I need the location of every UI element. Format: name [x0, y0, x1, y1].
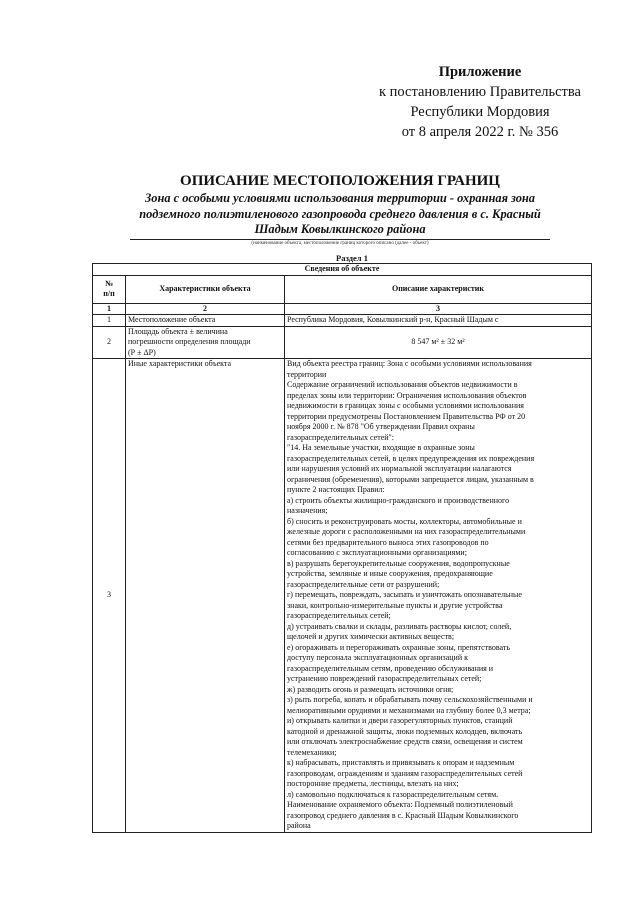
description-line: газораспределительным сетям, проведению обслуживания и — [287, 663, 494, 673]
zone-title-line: Шадым Ковылкинского района — [254, 222, 426, 236]
table-row — [93, 315, 592, 327]
description-line: недвижимости в границах зоны с особыми условиями использования — [287, 401, 524, 410]
header-num: № п/п — [93, 275, 126, 303]
column-number: 3 — [285, 303, 592, 315]
description-line: л) самовольно подключаться к газораспределительным сетям. — [287, 789, 499, 799]
description-line: газораспределительных сетей; — [287, 611, 391, 620]
title-caption: (наименование объекта, местоположение границ которого описано (далее - объект) — [251, 240, 429, 246]
description-line: г) перемещать, повреждать, засыпать и уничтожать опознавательные — [287, 590, 522, 599]
row-characteristic: Местоположение объекта — [126, 315, 285, 327]
description-line: устранению повреждений газораспределительных сетей; — [287, 674, 482, 683]
description-line: д) устраивать свалки и склады, разливать растворы кислот, солей, — [287, 621, 512, 631]
description-line: территории — [287, 369, 327, 379]
section-label: Раздел 1 — [336, 253, 368, 263]
header-description: Описание характеристик — [285, 275, 592, 303]
description-line: ж) разводить огонь и размещать источники огня; — [287, 684, 454, 694]
description-line: е) огораживать и перегораживать охранные зоны, препятствовать — [287, 642, 511, 652]
zone-title-line: Зона с особыми условиями использования территории - охранная зона — [144, 191, 536, 205]
description-line: знаки, контрольно-измерительные пункты и другие устройства — [287, 600, 503, 610]
description-line: мелиоративными орудиями и механизмами на глубину более 0,3 метра; — [287, 705, 531, 715]
description-line: а) строить объекты жилищно-гражданского и производственного — [287, 495, 510, 505]
description-line: газопровод среднего давления в с. Красный Шадым Ковылкинского — [287, 810, 519, 820]
description-line: газопроводам, ограждениям и зданиям газораспределительных сетей — [287, 768, 523, 778]
document-heading — [90, 172, 590, 247]
row-description — [285, 359, 592, 833]
row-characteristic — [126, 326, 285, 359]
appendix-line: к постановлению Правительства — [379, 84, 581, 100]
appendix-block — [360, 62, 600, 142]
description-line: пункте 2 настоящих Правил: — [287, 485, 385, 494]
description-line: или нарушения условий их нормальной эксплуатации налагаются — [287, 464, 512, 473]
table-row — [93, 326, 592, 359]
row-num: 1 — [93, 315, 126, 327]
description-line: катодной и дренажной защиты, люки подземных колодцев, включать — [287, 726, 523, 736]
description-line: щелочей и других химически активных веществ; — [287, 632, 455, 641]
row-num: 3 — [93, 359, 126, 833]
row-value: 8 547 м² ± 32 м² — [285, 326, 592, 359]
description-line: или отключать электроснабжение средств связи, освещения и систем — [287, 737, 523, 746]
description-line: з) рыть погреба, копать и обрабатывать почву сельскохозяйственными и — [287, 695, 533, 704]
appendix-title: Приложение — [438, 64, 522, 80]
document-title: ОПИСАНИЕ МЕСТОПОЛОЖЕНИЯ ГРАНИЦ — [180, 173, 500, 189]
appendix-line: Республики Мордовия — [410, 104, 550, 120]
description-line: территории предусмотрены Постановлением Правительства РФ от 20 — [287, 411, 526, 421]
table-row — [93, 359, 592, 833]
description-line: пределах зоны или территории: Ограничения использования объектов — [287, 390, 527, 400]
description-line: устройства, земляные и иные сооружения, предохраняющие — [287, 569, 493, 578]
row-value: Республика Мордовия, Ковылкинский р-н, Красный Шадым с — [285, 315, 592, 327]
row-characteristic: Иные характеристики объекта — [126, 359, 285, 833]
column-number: 2 — [126, 303, 285, 315]
description-line: ограничения (обременения), которыми запрещается лицам, указанным в — [287, 474, 534, 484]
description-line: в) разрушать берегоукрепительные сооружения, водопропускные — [287, 558, 510, 568]
description-line: Вид объекта реестра границ: Зона с особыми условиями использования — [287, 359, 532, 368]
description-line: газораспределительных сетей": — [287, 432, 395, 442]
table-title: Сведения об объекте — [93, 264, 592, 276]
description-line: посторонние предметы, лестницы, влезать на них; — [287, 779, 459, 788]
description-line: района — [287, 821, 311, 830]
description-line: согласованию с эксплуатационными организациями; — [287, 548, 467, 557]
description-line: назначения; — [287, 506, 328, 515]
characteristic-line: (Р ± ΔР) — [128, 347, 156, 357]
description-line: "14. На земельные участки, входящие в охранные зоны — [287, 443, 475, 452]
description-line: Содержание ограничений использования объектов недвижимости в — [287, 380, 518, 389]
characteristic-line: погрешности определения площади — [128, 337, 251, 346]
description-line: газораспределительные сети от разрушений; — [287, 579, 440, 589]
characteristic-line: Площадь объекта ± величина — [128, 326, 228, 336]
description-line: телемеханики; — [287, 747, 337, 757]
description-line: к) набрасывать, приставлять и привязывать к опорам и надземным — [287, 758, 515, 767]
header-characteristic: Характеристики объекта — [126, 275, 285, 303]
description-line: и) открывать калитки и двери газорегуляторных пунктов, станций — [287, 716, 513, 725]
row-num: 2 — [93, 326, 126, 359]
zone-title-line: подземного полиэтиленового газопровода среднего давления в с. Красный — [139, 206, 541, 221]
description-line: б) сносить и реконструировать мосты, коллекторы, автомобильные и — [287, 516, 522, 526]
appendix-line: от 8 апреля 2022 г. № 356 — [401, 124, 559, 140]
description-line: газораспределительных сетей, в целях предупреждения их повреждения — [287, 453, 535, 463]
description-line: железные дороги с расположенными на них газораспределительными — [287, 527, 526, 536]
description-line: сетями без предварительного выноса этих газопроводов по — [287, 537, 489, 547]
description-line: ноября 2000 г. № 878 "Об утверждении Правил охраны — [287, 422, 475, 431]
column-number: 1 — [93, 303, 126, 315]
description-line: доступу персонала эксплуатационных организаций к — [287, 653, 468, 662]
description-line: Наименование охраняемого объекта: Подземный полиэтиленовый — [287, 800, 513, 809]
object-info-table — [92, 263, 592, 833]
